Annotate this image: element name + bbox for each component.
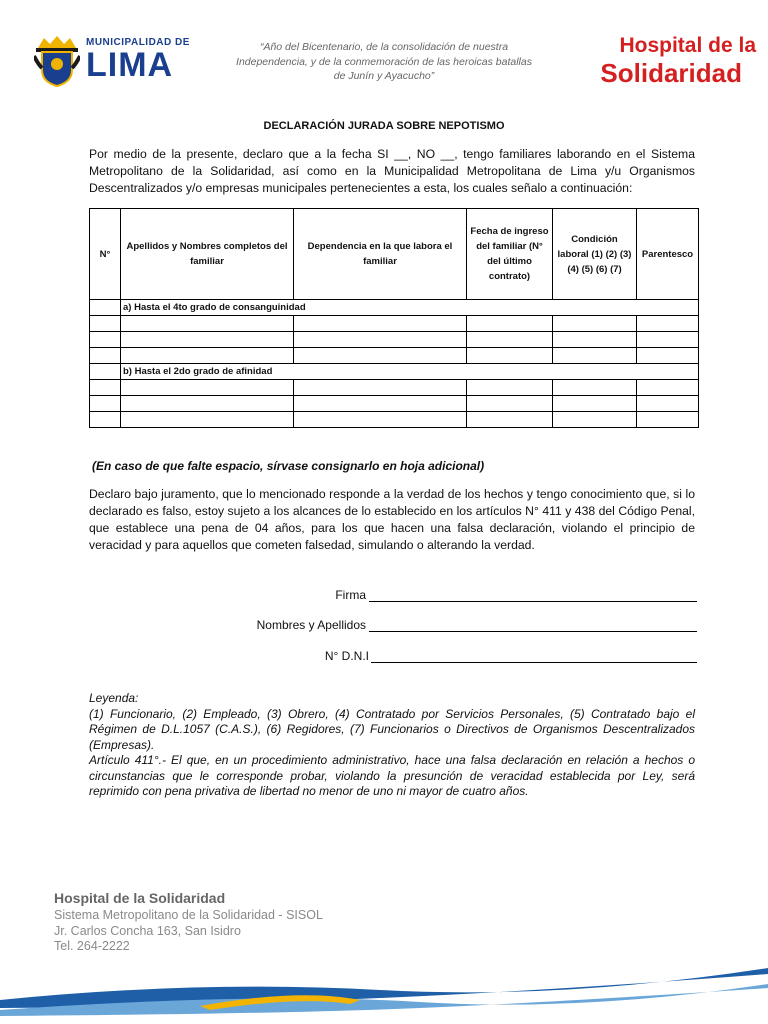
legend-block (89, 691, 695, 800)
year-motto: “Año del Bicentenario, de la consolidación de nuestra Independencia, y de la conmemoración de las heroicas batallas de Junín y Ayacucho” (236, 41, 532, 82)
col-number: N° (90, 209, 121, 300)
col-start-date: Fecha de ingreso del familiar (N° del último contrato) (467, 209, 553, 300)
col-relationship: Parentesco (637, 209, 699, 300)
footer-address: Jr. Carlos Concha 163, San Isidro (54, 923, 241, 938)
relatives-table (89, 208, 699, 428)
table-row[interactable] (90, 316, 699, 332)
table-row (90, 300, 699, 316)
signature-label: Firma (335, 588, 366, 602)
section-consanguinity: a) Hasta el 4to grado de consanguinidad (121, 300, 699, 316)
document-title: DECLARACIÓN JURADA SOBRE NEPOTISMO (263, 120, 505, 132)
col-department: Dependencia en la que labora el familiar (294, 209, 467, 300)
table-row (90, 364, 699, 380)
table-row[interactable] (90, 396, 699, 412)
footer-contact (54, 908, 323, 955)
col-work-condition: Condición laboral (1) (2) (3) (4) (5) (6) (7) (553, 209, 637, 300)
full-name-label: Nombres y Apellidos (256, 618, 366, 632)
dni-line[interactable] (371, 662, 697, 663)
table-header-row (90, 209, 699, 300)
full-name-line[interactable] (369, 631, 697, 632)
intro-paragraph: Por medio de la presente, declaro que a la fecha SI __, NO __, tengo familiares laborando en el Sistema Metropolitano de la Solidaridad, así como en la Municipalidad Metropolitana de Lima y/u Organismos Descentralizados y/o empresas municipales pertenecientes a esta, los cuales señalo a continuación: (89, 147, 695, 195)
footer-system: Sistema Metropolitano de la Solidaridad - SISOL (54, 908, 323, 922)
legend-items: (1) Funcionario, (2) Empleado, (3) Obrero, (4) Contratado por Servicios Personales, (5) Contratado bajo el Régimen de D.L.1057 (C.A.S.), (6) Regidores, (7) Funcionarios o Directivos de Organismos Descentralizados (Empresas). (89, 706, 695, 752)
section-affinity: b) Hasta el 2do grado de afinidad (121, 364, 699, 380)
legend-article: Artículo 411°.- El que, en un procedimiento administrativo, hace una falsa declaración en relación a hechos o circunstancias que le corresponde probar, violando la presunción de veracidad establecida por Ley, será reprimido con pena privativa de libertad no menor de uno ni mayor de cuatro años. (89, 753, 695, 798)
table-row[interactable] (90, 380, 699, 396)
table-row[interactable] (90, 412, 699, 428)
footer-wave-decoration (0, 960, 768, 1024)
signature-line[interactable] (369, 601, 697, 602)
municipality-label: MUNICIPALIDAD DE (86, 37, 190, 48)
lima-coat-of-arms-icon (34, 34, 80, 88)
footer-phone: Tel. 264-2222 (54, 939, 130, 953)
dni-label: N° D.N.I (324, 649, 369, 663)
hospital-logo-line2: Solidaridad (600, 58, 742, 88)
space-note: (En caso de que falte espacio, sírvase consignarlo en hoja adicional) (92, 459, 485, 473)
col-full-name: Apellidos y Nombres completos del familiar (121, 209, 294, 300)
table-row[interactable] (90, 348, 699, 364)
declaration-paragraph: Declaro bajo juramento, que lo mencionado responde a la verdad de los hechos y tengo conocimiento que, si lo declarado es falso, estoy sujeto a los alcances de lo establecido en los artículos N° 411 y 438 del Código Penal, que establece una pena de 04 años, para los que hacen una falsa declaración, violando el principio de veracidad y para aquellos que cometen falsedad, simulando o alterando la verdad. (89, 487, 695, 552)
legend-heading: Leyenda: (89, 691, 139, 705)
lima-wordmark: LIMA (86, 46, 174, 84)
table-row[interactable] (90, 332, 699, 348)
hospital-logo-line1: Hospital de la (619, 34, 756, 57)
footer-hospital-name: Hospital de la Solidaridad (54, 890, 226, 906)
